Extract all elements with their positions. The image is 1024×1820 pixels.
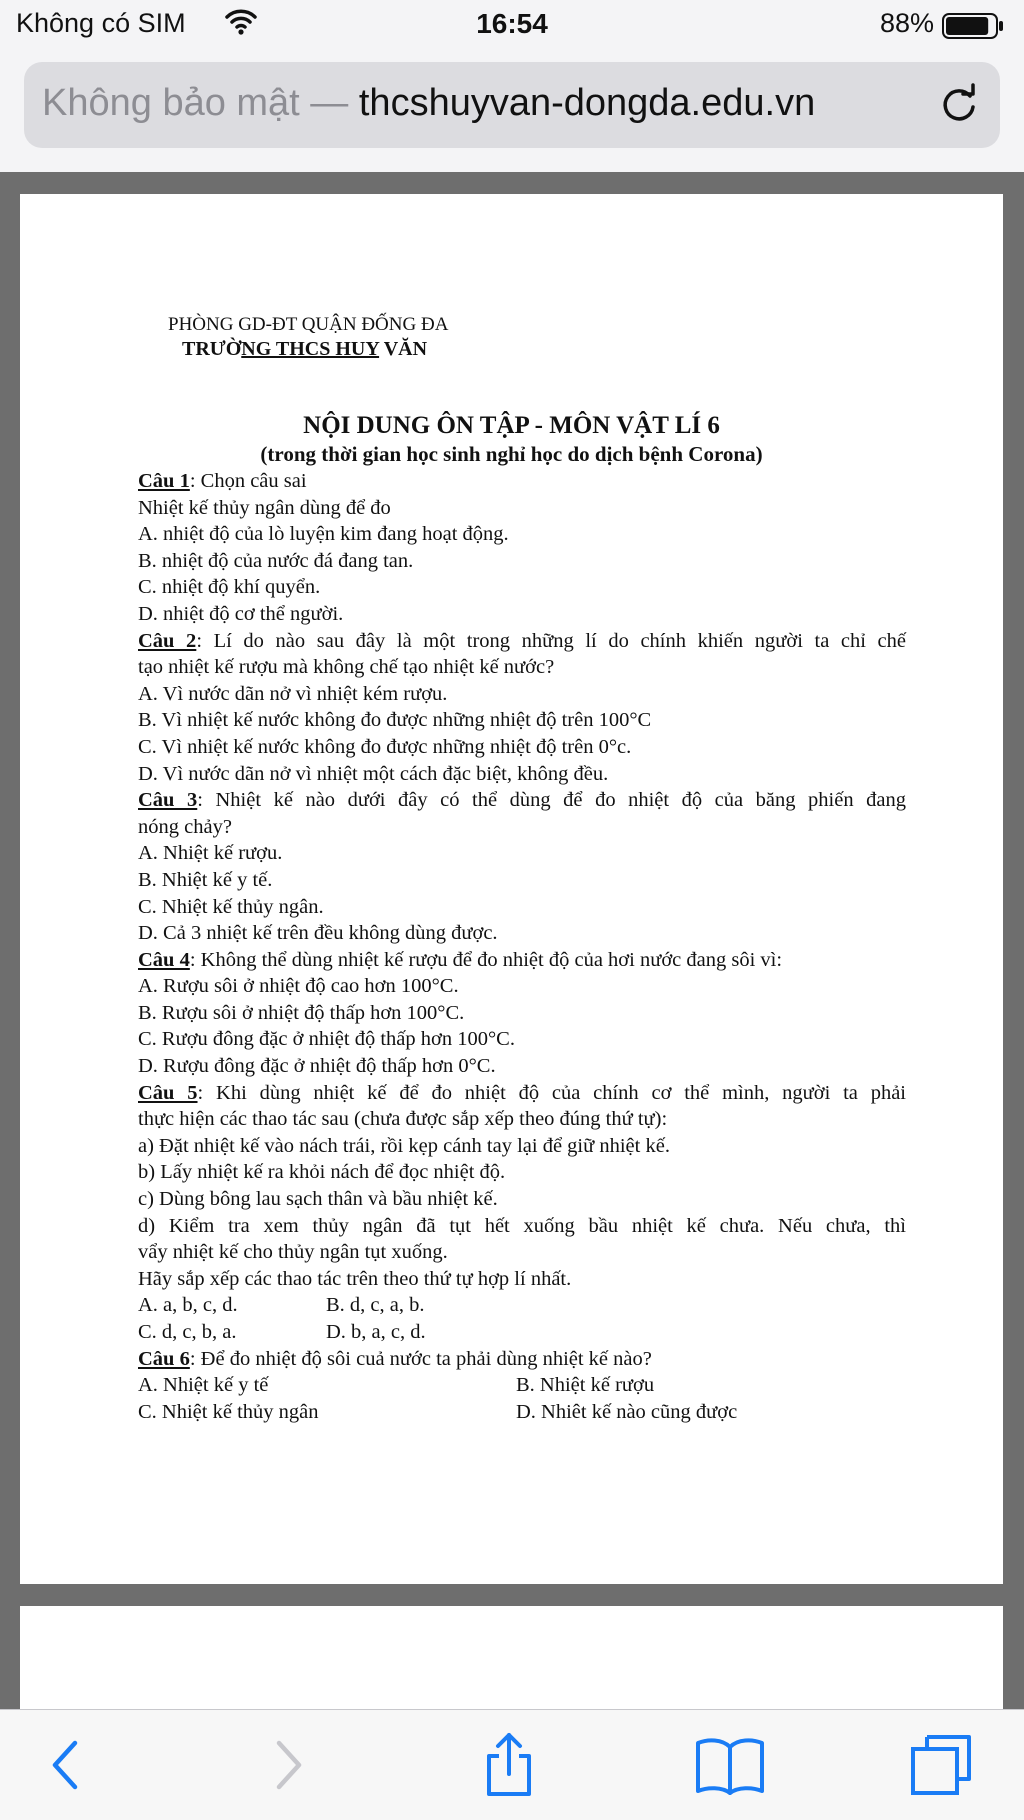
question-label: Câu 1 [138, 470, 190, 492]
question-text: : Lí do nào sau đây là một trong những lí do chính khiến người ta chỉ chế [196, 629, 906, 652]
answer-option: B. nhiệt độ của nước đá đang tan. [138, 549, 414, 572]
answer-option: B. Nhiệt kế rượu [516, 1374, 655, 1397]
answer-option: C. nhiệt độ khí quyển. [138, 576, 321, 599]
tabs-button[interactable] [906, 1732, 976, 1798]
question-text-continued: nóng chảy? [138, 815, 232, 838]
next-document-page[interactable] [20, 1606, 1003, 1726]
browser-toolbar [0, 1709, 1024, 1820]
question-1 [138, 468, 906, 495]
tabs-icon [909, 1733, 973, 1797]
answer-option: C. Rượu đông đặc ở nhiệt độ thấp hơn 100°C. [138, 1028, 515, 1051]
carrier-label: Không có SIM [16, 8, 186, 38]
answer-option: C. Vì nhiệt kế nước không đo được những nhiệt độ trên 0°c. [138, 735, 632, 758]
battery-icon [942, 13, 1004, 39]
document-body [138, 468, 906, 1425]
question-label: Câu 5 [138, 1081, 198, 1104]
question-prompt: Hãy sắp xếp các thao tác trên theo thứ tự hợp lí nhất. [138, 1267, 572, 1290]
school-department: PHÒNG GD-ĐT QUẬN ĐỐNG ĐA [168, 314, 449, 335]
question-stem: Nhiệt kế thủy ngân dùng để đo [138, 496, 391, 519]
document-title: NỘI DUNG ÔN TẬP - MÔN VẬT LÍ 6 [303, 412, 720, 439]
question-6 [138, 1346, 906, 1373]
security-label: Không bảo mật — [42, 82, 349, 124]
back-button[interactable] [30, 1732, 100, 1798]
bookmarks-button[interactable] [690, 1732, 770, 1798]
step-item-continued: vẩy nhiệt kế cho thủy ngân tụt xuống. [138, 1241, 448, 1264]
answer-row [138, 1372, 906, 1399]
answer-row [138, 1319, 906, 1346]
question-text-continued: tạo nhiệt kế rượu mà không chế tạo nhiệt kế nước? [138, 656, 555, 679]
step-item: b) Lấy nhiệt kế ra khỏi nách để đọc nhiệt độ. [138, 1161, 506, 1184]
step-item: c) Dùng bông lau sạch thân và bầu nhiệt kế. [138, 1188, 498, 1211]
answer-option: D. Vì nước dãn nở vì nhiệt một cách đặc biệt, không đều. [138, 762, 609, 785]
clock: 16:54 [476, 8, 548, 39]
school-name-suffix: VĂN [379, 338, 428, 360]
answer-option: D. b, a, c, d. [326, 1321, 426, 1343]
question-text-continued: thực hiện các thao tác sau (chưa được sắp xếp theo đúng thứ tự): [138, 1108, 668, 1131]
question-label: Câu 2 [138, 629, 197, 652]
share-icon [479, 1732, 539, 1798]
answer-option: D. nhiệt độ cơ thể người. [138, 602, 344, 625]
answer-option: A. a, b, c, d. [138, 1294, 238, 1317]
answer-option: D. Cả 3 nhiệt kế trên đều không dùng được. [138, 922, 498, 945]
answer-option: C. Nhiệt kế thủy ngân. [138, 895, 324, 918]
question-text: : Chọn câu sai [189, 470, 307, 492]
question-5 [138, 1080, 906, 1107]
school-name-underlined: NG THCS HUY [241, 338, 380, 360]
answer-option: B. Nhiệt kế y tế. [138, 868, 273, 891]
chevron-left-icon [45, 1737, 85, 1793]
battery-percentage: 88% [879, 8, 934, 38]
answer-option: A. nhiệt độ của lò luyện kim đang hoạt động. [138, 523, 509, 546]
answer-option: A. Nhiệt kế y tế [138, 1374, 269, 1397]
answer-option: B. Rượu sôi ở nhiệt độ thấp hơn 100°C. [138, 1001, 465, 1024]
question-text: : Không thể dùng nhiệt kế rượu để đo nhiệt độ của hơi nước đang sôi vì: [189, 948, 783, 971]
question-text: : Nhiệt kế nào dưới đây có thể dùng để đo nhiệt độ của băng phiến đang [197, 789, 906, 812]
answer-option: C. d, c, b, a. [138, 1321, 237, 1343]
answer-option: D. Nhiêt kế nào cũng được [516, 1400, 738, 1423]
school-name [182, 338, 427, 361]
answer-option: B. Vì nhiệt kế nước không đo được những nhiệt độ trên 100°C [138, 709, 652, 732]
answer-row [138, 1399, 906, 1426]
question-text: : Khi dùng nhiệt kế để đo nhiệt độ của chính cơ thể mình, người ta phải [197, 1081, 906, 1104]
step-item: d) Kiểm tra xem thủy ngân đã tụt hết xuống bầu nhiệt kế chưa. Nếu chưa, thì [138, 1214, 906, 1237]
answer-option: A. Nhiệt kế rượu. [138, 842, 283, 865]
question-label: Câu 3 [138, 789, 198, 812]
answer-option: A. Rượu sôi ở nhiệt độ cao hơn 100°C. [138, 975, 459, 998]
question-3 [138, 787, 906, 814]
document-page[interactable] [20, 194, 1003, 1584]
answer-option: D. Rượu đông đặc ở nhiệt độ thấp hơn 0°C. [138, 1055, 496, 1078]
answer-option: B. d, c, a, b. [326, 1294, 425, 1317]
address-bar[interactable] [24, 62, 1000, 148]
share-button[interactable] [474, 1732, 544, 1798]
reload-icon[interactable] [936, 82, 982, 128]
answer-option: A. Vì nước dãn nở vì nhiệt kém rượu. [138, 682, 448, 705]
status-bar [0, 0, 1024, 52]
question-label: Câu 4 [138, 948, 190, 971]
url-domain: thcshuyvan-dongda.edu.vn [358, 82, 816, 124]
question-text: : Để đo nhiệt độ sôi cuả nước ta phải dùng nhiệt kế nào? [189, 1347, 652, 1370]
question-label: Câu 6 [138, 1347, 190, 1370]
question-2 [138, 628, 906, 655]
question-4 [138, 947, 906, 974]
forward-button[interactable] [254, 1732, 324, 1798]
book-icon [694, 1735, 766, 1795]
answer-option: C. Nhiệt kế thủy ngân [138, 1400, 319, 1423]
school-name-prefix: TRƯỜ [182, 338, 242, 360]
chevron-right-icon [269, 1737, 309, 1793]
browser-chrome [0, 0, 1024, 172]
document-subtitle: (trong thời gian học sinh nghỉ học do dịch bệnh Corona) [260, 442, 763, 466]
step-item: a) Đặt nhiệt kế vào nách trái, rồi kẹp cánh tay lại để giữ nhiệt kế. [138, 1134, 670, 1157]
answer-row [138, 1292, 906, 1319]
url-text[interactable] [42, 82, 815, 125]
